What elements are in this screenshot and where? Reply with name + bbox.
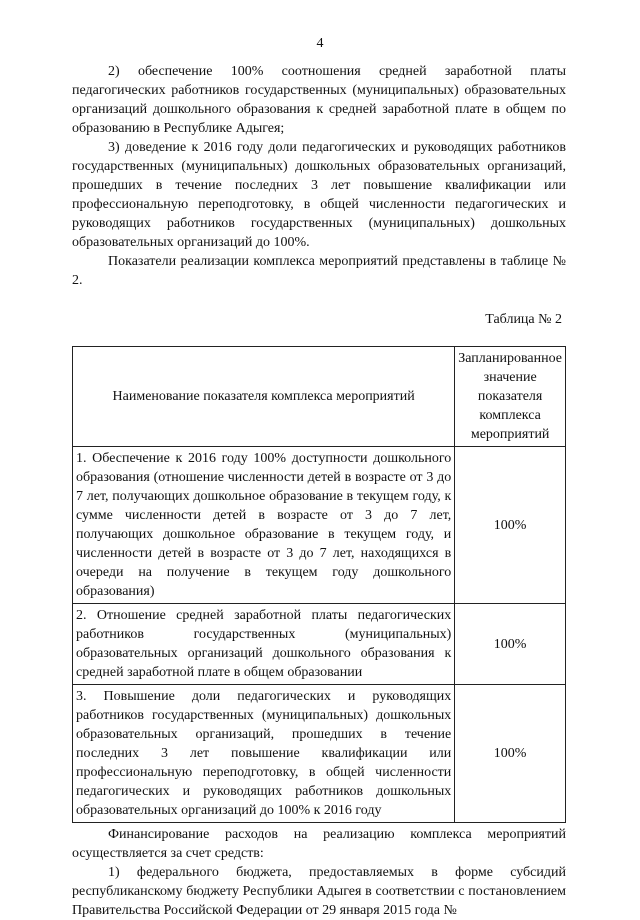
paragraph-item-3: 3) доведение к 2016 году доли педагогических и руководящих работников государственных (муниципальных) дошкольных образовательных организаций, прошедших в течение последних 3 лет повышение квалификации или профессиональную переподготовку, в общей численности педагогических и руководящих работников государственных (муниципальных) дошкольных образовательных организаций до 100%. [72,140,566,250]
paragraph-table-reference: Показатели реализации комплекса мероприятий представлены в таблице № 2. [72,254,566,288]
paragraph-financing: Финансирование расходов на реализацию комплекса мероприятий осуществляется за счет средств: [72,827,566,861]
table-row [73,604,566,685]
document-body [72,62,566,920]
paragraph-item-2: 2) обеспечение 100% соотношения средней заработной платы педагогических работников государственных (муниципальных) образовательных организаций дошкольного образования к средней заработной плате в общем по образованию в Республике Адыгея; [72,64,566,136]
table-row [73,447,566,604]
table-header-row [73,347,566,447]
indicator-value: 100% [455,447,566,604]
table-row [73,685,566,823]
table-caption: Таблица № 2 [485,312,562,327]
page-number: 4 [316,36,324,51]
header-indicator-name: Наименование показателя комплекса мероприятий [73,347,455,447]
header-planned-value: Запланированное значение показателя комплекса мероприятий [455,347,566,447]
indicator-value: 100% [455,685,566,823]
indicator-value: 100% [455,604,566,685]
indicator-name: 3. Повышение доли педагогических и руководящих работников государственных (муниципальных) дошкольных образовательных организаций, прошедших в течение последних 3 лет повышение квалификации или профессиональную переподготовку, в общей численности педагогических и руководящих работников дошкольных образовательных организаций до 100% к 2016 году [73,685,455,823]
indicator-name: 2. Отношение средней заработной платы педагогических работников государственных (муниципальных) образовательных организаций дошкольного образования к средней заработной плате в общем образовании [73,604,455,685]
indicators-table [72,346,566,823]
indicator-name: 1. Обеспечение к 2016 году 100% доступности дошкольного образования (отношение численности детей в возрасте от 3 до 7 лет, получающих дошкольное образование в текущем году, к сумме численности детей в возрасте от 3 до 7 лет, получающих дошкольное образование в текущем году, и численности детей в возрасте от 3 до 7 лет, находящихся в очереди на получение в текущем году дошкольного образования) [73,447,455,604]
paragraph-federal-budget: 1) федерального бюджета, предоставляемых в форме субсидий республиканскому бюджету Республики Адыгея в соответствии с постановлением Правительства Российской Федерации от 29 января 2015 года № [72,865,566,918]
